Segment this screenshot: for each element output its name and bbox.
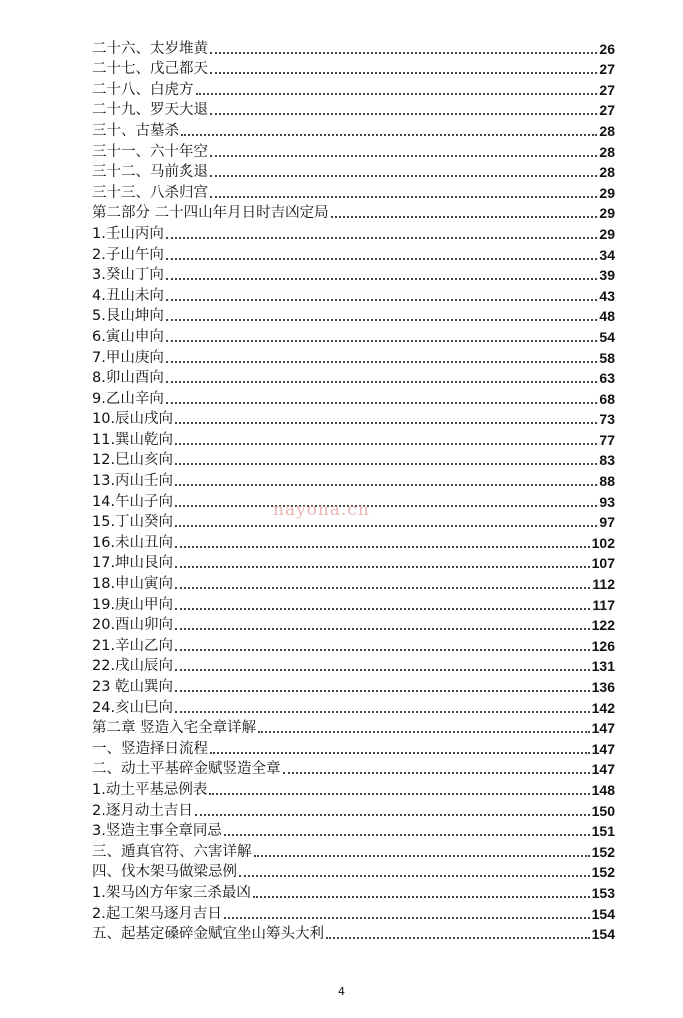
toc-entry	[92, 800, 615, 821]
toc-entry-page: 148	[591, 781, 615, 798]
toc-entry-page: 77	[599, 431, 615, 448]
toc-entry-page: 83	[599, 452, 615, 469]
toc-dot-leader	[166, 340, 598, 342]
toc-entry-page: 151	[591, 823, 615, 840]
toc-entry-page: 122	[591, 617, 615, 634]
toc-entry-title: 1.架马凶方年家三杀最凶	[92, 884, 251, 901]
toc-entry	[92, 779, 615, 800]
toc-entry	[92, 368, 615, 389]
toc-entry	[92, 162, 615, 183]
toc-entry-title: 13.丙山壬向	[92, 473, 174, 490]
toc-entry	[92, 182, 615, 203]
toc-entry	[92, 265, 615, 286]
toc-entry-page: 126	[591, 637, 615, 654]
toc-entry-title: 五、起基定磉碎金赋宜坐山筹头大利	[92, 926, 324, 943]
toc-dot-leader	[175, 546, 590, 548]
toc-entry-page: 48	[599, 308, 615, 325]
toc-entry	[92, 615, 615, 636]
toc-entry-title: 9.乙山辛向	[92, 390, 164, 407]
toc-dot-leader	[326, 937, 590, 939]
toc-entry-page: 73	[599, 411, 615, 428]
toc-entry-title: 22.戌山辰向	[92, 658, 174, 675]
toc-dot-leader	[166, 381, 598, 383]
toc-entry-title: 二十六、太岁堆黄	[92, 40, 208, 57]
toc-entry	[92, 285, 615, 306]
toc-entry	[92, 326, 615, 347]
toc-entry-page: 26	[599, 40, 615, 57]
toc-entry-title: 第二章 竖造入宅全章详解	[92, 720, 257, 737]
toc-entry	[92, 100, 615, 121]
toc-entry-title: 2.逐月动土吉日	[92, 802, 193, 819]
toc-entry-title: 3.竖造主事全章同忌	[92, 823, 222, 840]
toc-dot-leader	[175, 566, 590, 568]
toc-dot-leader	[254, 855, 590, 857]
toc-entry-page: 147	[591, 740, 615, 757]
toc-dot-leader	[283, 772, 590, 774]
toc-entry	[92, 388, 615, 409]
toc-entry-title: 三十三、八杀归宫	[92, 184, 208, 201]
toc-entry	[92, 450, 615, 471]
toc-entry-page: 29	[599, 184, 615, 201]
toc-entry-page: 153	[591, 884, 615, 901]
toc-entry-title: 三十、古墓杀	[92, 122, 179, 139]
toc-entry-page: 154	[591, 905, 615, 922]
toc-entry	[92, 573, 615, 594]
toc-entry-title: 8.卯山酉向	[92, 370, 164, 387]
toc-dot-leader	[210, 72, 597, 74]
toc-dot-leader	[196, 93, 598, 95]
toc-entry-page: 117	[592, 596, 615, 613]
toc-entry	[92, 306, 615, 327]
toc-entry-title: 19.庚山甲向	[92, 596, 174, 613]
toc-dot-leader	[175, 484, 597, 486]
toc-dot-leader	[175, 587, 590, 589]
toc-entry-title: 2.起工架马逐月吉日	[92, 905, 222, 922]
toc-entry-title: 10.辰山戌向	[92, 411, 174, 428]
toc-entry-page: 147	[591, 761, 615, 778]
toc-entry-title: 3.癸山丁向	[92, 267, 164, 284]
toc-dot-leader	[166, 361, 598, 363]
toc-entry-page: 27	[599, 61, 615, 78]
toc-dot-leader	[175, 649, 590, 651]
toc-dot-leader	[224, 917, 590, 919]
toc-dot-leader	[253, 896, 590, 898]
toc-dot-leader	[166, 299, 598, 301]
page-number: 4	[338, 985, 345, 998]
toc-entry	[92, 141, 615, 162]
toc-dot-leader	[175, 669, 590, 671]
toc-entry	[92, 120, 615, 141]
toc-entry	[92, 59, 615, 80]
toc-entry-page: 29	[599, 225, 615, 242]
toc-entry-title: 三十一、六十年空	[92, 143, 208, 160]
toc-entry-page: 107	[591, 555, 615, 572]
toc-dot-leader	[258, 731, 590, 733]
toc-entry-title: 二十九、罗天大退	[92, 102, 208, 119]
toc-entry	[92, 429, 615, 450]
toc-dot-leader	[166, 237, 598, 239]
toc-entry	[92, 532, 615, 553]
toc-entry-page: 43	[599, 287, 615, 304]
toc-entry-title: 1.动土平基忌例表	[92, 781, 208, 798]
toc-entry	[92, 718, 615, 739]
toc-entry	[92, 347, 615, 368]
toc-entry-page: 68	[599, 390, 615, 407]
toc-dot-leader	[331, 216, 598, 218]
toc-entry-page: 93	[599, 493, 615, 510]
toc-entry-title: 7.甲山庚向	[92, 349, 164, 366]
toc-entry	[92, 759, 615, 780]
toc-entry-title: 三、遁真官符、六害详解	[92, 843, 252, 860]
toc-dot-leader	[210, 155, 597, 157]
toc-entry-title: 18.申山寅向	[92, 576, 174, 593]
toc-entry	[92, 924, 615, 945]
toc-entry-title: 12.巳山亥向	[92, 452, 174, 469]
toc-dot-leader	[210, 113, 597, 115]
toc-dot-leader	[175, 711, 590, 713]
toc-entry-title: 14.午山子向	[92, 493, 174, 510]
toc-dot-leader	[175, 525, 597, 527]
toc-entry-page: 112	[592, 576, 615, 593]
toc-entry-page: 27	[599, 102, 615, 119]
toc-entry-page: 97	[599, 514, 615, 531]
toc-entry-title: 11.巽山乾向	[92, 431, 174, 448]
toc-entry-title: 四、伐木架马做梁忌例	[92, 864, 237, 881]
toc-entry-page: 88	[599, 473, 615, 490]
toc-entry	[92, 635, 615, 656]
toc-entry-page: 147	[591, 720, 615, 737]
toc-entry	[92, 223, 615, 244]
toc-entry-title: 6.寅山申向	[92, 328, 164, 345]
toc-entry-title: 23 乾山巽向	[92, 679, 174, 695]
toc-entry-title: 一、竖造择日流程	[92, 740, 208, 757]
toc-dot-leader	[166, 258, 598, 260]
toc-entry-page: 28	[599, 122, 615, 139]
toc-entry-page: 63	[599, 370, 615, 387]
toc-entry-page: 39	[599, 267, 615, 284]
toc-dot-leader	[210, 196, 597, 198]
toc-entry	[92, 244, 615, 265]
toc-entry-page: 154	[591, 926, 615, 943]
table-of-contents	[92, 38, 615, 944]
toc-entry-title: 21.辛山乙向	[92, 637, 174, 654]
toc-entry-page: 142	[591, 699, 615, 716]
toc-entry	[92, 470, 615, 491]
toc-entry	[92, 594, 615, 615]
toc-dot-leader	[210, 52, 597, 54]
toc-entry	[92, 553, 615, 574]
toc-dot-leader	[209, 793, 589, 795]
toc-dot-leader	[175, 690, 590, 692]
toc-entry-page: 27	[599, 81, 615, 98]
toc-entry	[92, 697, 615, 718]
toc-entry	[92, 903, 615, 924]
toc-entry	[92, 862, 615, 883]
toc-dot-leader	[239, 875, 590, 877]
toc-dot-leader	[175, 443, 597, 445]
toc-entry	[92, 656, 615, 677]
toc-entry	[92, 821, 615, 842]
toc-entry-title: 2.子山午向	[92, 246, 164, 263]
toc-entry	[92, 409, 615, 430]
toc-entry-page: 102	[591, 534, 615, 551]
toc-entry	[92, 79, 615, 100]
toc-entry-page: 136	[591, 679, 615, 695]
toc-entry-page: 29	[599, 205, 615, 222]
toc-dot-leader	[210, 175, 597, 177]
toc-dot-leader	[175, 608, 590, 610]
toc-dot-leader	[175, 505, 597, 507]
toc-entry-page: 150	[591, 802, 615, 819]
toc-dot-leader	[175, 463, 597, 465]
toc-dot-leader	[210, 752, 590, 754]
toc-entry	[92, 841, 615, 862]
toc-entry-title: 二、动土平基碎金赋竖造全章	[92, 761, 281, 778]
toc-entry	[92, 882, 615, 903]
toc-dot-leader	[175, 422, 597, 424]
toc-dot-leader	[166, 402, 598, 404]
toc-entry-title: 二十七、戊己都天	[92, 61, 208, 78]
toc-entry-title: 20.酉山卯向	[92, 617, 174, 634]
toc-entry-title: 15.丁山癸向	[92, 514, 174, 531]
toc-entry-page: 34	[599, 246, 615, 263]
toc-entry-title: 三十二、马前炙退	[92, 164, 208, 181]
toc-entry	[92, 738, 615, 759]
toc-dot-leader	[181, 134, 597, 136]
toc-entry	[92, 676, 615, 697]
watermark: nayona.cn	[273, 500, 370, 520]
toc-entry-title: 24.亥山巳向	[92, 699, 174, 716]
toc-entry	[92, 38, 615, 59]
toc-entry-title: 17.坤山艮向	[92, 555, 174, 572]
toc-entry-page: 58	[599, 349, 615, 366]
toc-entry-page: 152	[591, 843, 615, 860]
toc-entry-title: 16.未山丑向	[92, 534, 174, 551]
toc-entry-page: 28	[599, 164, 615, 181]
toc-entry	[92, 203, 615, 224]
toc-entry-title: 1.壬山丙向	[92, 225, 164, 242]
toc-entry-title: 二十八、白虎方	[92, 81, 194, 98]
toc-dot-leader	[166, 319, 598, 321]
toc-dot-leader	[175, 628, 590, 630]
toc-dot-leader	[195, 814, 590, 816]
toc-entry-page: 152	[591, 864, 615, 881]
toc-entry-title: 4.丑山未向	[92, 287, 164, 304]
toc-entry-page: 54	[599, 328, 615, 345]
toc-entry-title: 5.艮山坤向	[92, 308, 164, 325]
toc-dot-leader	[224, 834, 590, 836]
toc-entry-page: 131	[591, 658, 615, 675]
toc-entry-title: 第二部分 二十四山年月日时吉凶定局	[92, 205, 329, 222]
toc-entry-page: 28	[599, 143, 615, 160]
toc-dot-leader	[166, 278, 598, 280]
